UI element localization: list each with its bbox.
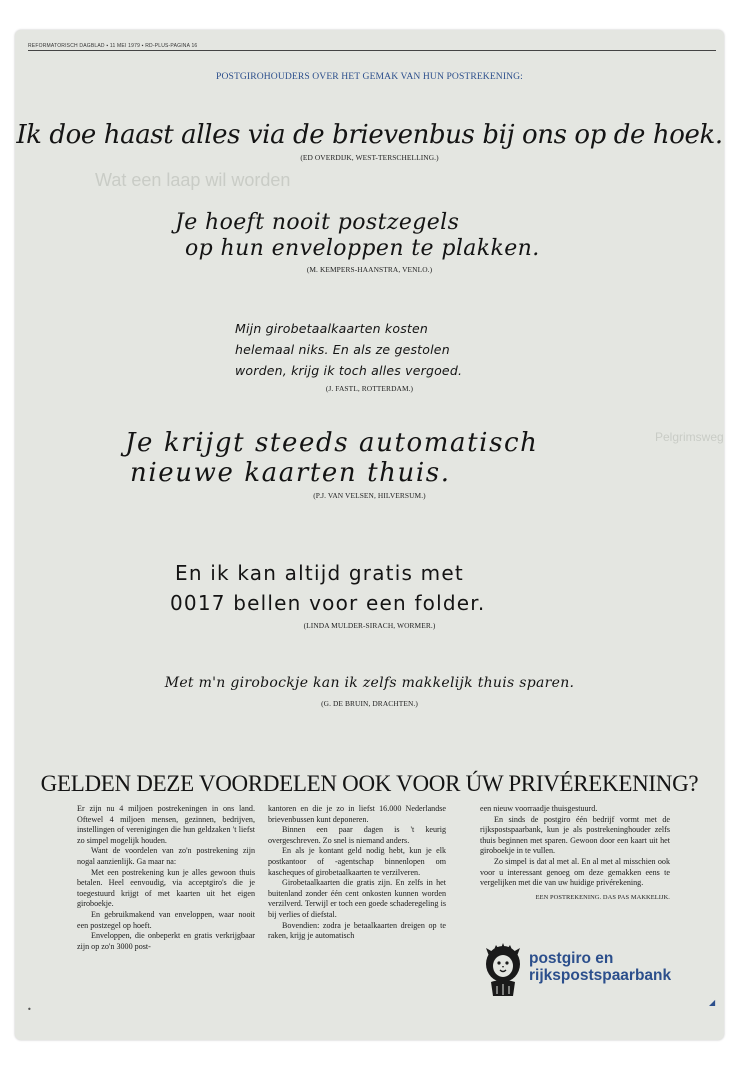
handwritten-quote: op hun enveloppen te plakken. [185,236,540,261]
quote-credit: (M. KEMPERS-HAANSTRA, VENLO.) [306,265,433,274]
body-paragraph: kantoren en die je zo in liefst 16.000 Nederlandse brievenbussen kunt deponeren. [268,804,446,824]
handwritten-quote: En ik kan altijd gratis met [175,561,464,585]
handwritten-quote: helemaal niks. En als ze gestolen [235,342,450,357]
body-paragraph: Want de voordelen van zo'n postrekening zijn nogal aanzienlijk. Ga maar na: [77,846,255,866]
body-paragraph: En gebruikmakend van enveloppen, waar nooit een postzegel op hoeft. [77,909,255,930]
body-paragraph: Zo simpel is dat al met al. En al met al misschien ook voor u interessant genoeg om deze gemakken eens te vergelijken met die van uw huidige privérekening. [480,856,670,888]
handwritten-quote: Ik doe haast alles via de brievenbus bij ons op de hoek. [16,120,723,150]
brand-name-line: rijkspostspaarbank [529,967,672,984]
brand-name-line: postgiro en [529,950,614,967]
testimonial [15,318,724,393]
margin-mark: • [27,1005,32,1014]
brand-name [529,950,671,984]
testimonial [15,428,724,500]
testimonial [15,120,724,162]
body-column [268,804,446,942]
bleed-through-text: Pelgrimsweg [655,430,724,444]
body-paragraph: Girobetaalkaarten die gratis zijn. En zelfs in het buitenland zonder één cent onkosten kunnen worden verzilverd. Terwijl er toch een goede schaderegeling is bij verlies of diefstal. [268,878,446,919]
brand-logo [483,942,688,1002]
bleed-through-text: Wat een laap wil worden [95,170,291,190]
lion-icon [483,942,523,998]
quote-credit: (ED OVERDIJK, WEST-TERSCHELLING.) [300,153,439,162]
advert-slogan: EEN POSTREKENING. DAS PAS MAKKELIJK. [535,893,670,901]
body-paragraph: Enveloppen, die onbeperkt en gratis verkrijgbaar zijn op zo'n 3000 post- [77,931,255,951]
quote-credit: (LINDA MULDER-SIRACH, WORMER.) [303,621,436,630]
masthead: REFORMATORISCH DAGBLAD ▪ 11 MEI 1979 ▪ RD-PLUS-PAGINA 16 [28,43,198,49]
body-paragraph: Met een postrekening kun je alles gewoon thuis betalen. Heel eenvoudig, via acceptgiro's die je toegestuurd krijgt of met kaarten uit het eigen giroboekje. [77,867,255,909]
handwritten-quote: Je hoeft nooit postzegels [175,210,460,235]
body-column [77,804,255,952]
handwritten-quote: Mijn girobetaalkaarten kosten [235,321,429,336]
handwritten-quote: worden, krijg ik toch alles vergoed. [235,363,463,378]
handwritten-quote: 0017 bellen voor een folder. [170,591,486,615]
masthead-divider [28,50,716,51]
testimonial [15,558,724,630]
handwritten-quote: Met m'n girobockje kan ik zelfs makkelijk thuis sparen. [164,675,575,691]
body-paragraph: Binnen een paar dagen is 't keurig overgeschreven. Zo snel is niemand anders. [268,825,446,845]
handwritten-quote: nieuwe kaarten thuis. [130,458,451,488]
body-paragraph: Bovendien: zodra je betaalkaarten dreigen op te raken, krijg je automatisch [268,920,446,941]
newspaper-page [15,30,724,1040]
testimonial [15,210,724,274]
quote-credit: (P.J. VAN VELSEN, HILVERSUM.) [313,491,426,500]
margin-mark: ◢ [709,998,716,1007]
body-paragraph: een nieuw voorraadje thuisgestuurd. [480,804,598,813]
body-paragraph: Er zijn nu 4 miljoen postrekeningen in ons land. Oftewel 4 miljoen mensen, gezinnen, bedrijven, instellingen of verenigingen die hun geldzaken 't liefst zo simpel mogelijk houden. [77,804,255,845]
advert-headline: GELDEN DEZE VOORDELEN OOK VOOR ÚW PRIVÉREKENING? [40,771,699,796]
quote-credit: (G. DE BRUIN, DRACHTEN.) [321,699,418,708]
body-paragraph: En als je kontant geld nodig hebt, kun je elk postkantoor of -agentschap binnenlopen om kascheques of girobetaalkaarten te verzilveren. [268,846,446,877]
quote-credit: (J. FASTL, ROTTERDAM.) [325,384,414,393]
testimonial [15,675,724,708]
body-column [480,804,670,903]
advert-kicker: POSTGIROHOUDERS OVER HET GEMAK VAN HUN POSTREKENING: [216,71,523,82]
body-paragraph: En sinds de postgiro één bedrijf vormt met de rijkspostspaarbank, kun je als postrekeninghouder zelfs thuis beginnen met sparen. Gewoon door een kaart uit het giroboekje in te vullen. [480,814,670,856]
handwritten-quote: Je krijgt steeds automatisch [125,428,539,458]
